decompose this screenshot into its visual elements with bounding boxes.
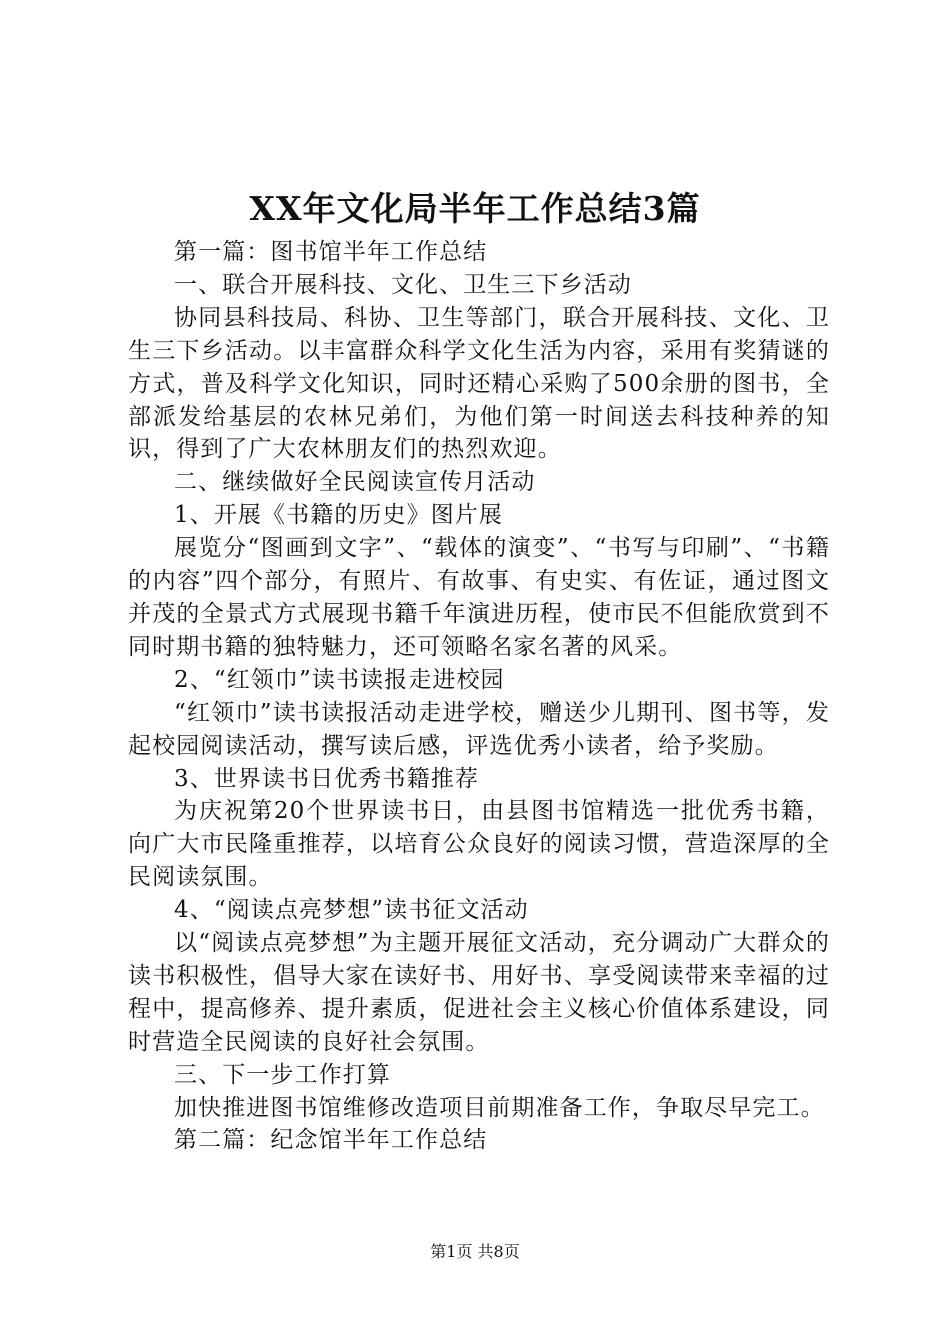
subsection-heading-2: 2、“红领巾”读书读报走进校园 <box>174 666 505 693</box>
page-footer: 第1页 共8页 <box>430 1242 520 1261</box>
document-title: XX年文化局半年工作总结3篇 <box>249 189 701 228</box>
body-paragraph: 协同县科技局、科协、卫生等部门，联合开展科技、文化、卫生三下乡活动。以丰富群众科学文化生活为内容，采用有奖猜谜的方式，普及科学文化知识，同时还精心采购了500余册的图书，全部派发给基层的农林兄弟们，为他们第一时间送去科技种养的知识，得到了广大农林朋友们的热烈欢迎。 <box>128 304 830 463</box>
subsection-heading-3: 3、世界读书日优秀书籍推荐 <box>174 765 479 792</box>
section-heading-part-one: 第一篇：图书馆半年工作总结 <box>174 239 488 265</box>
subsection-heading-4: 4、“阅读点亮梦想”读书征文活动 <box>174 897 529 924</box>
body-paragraph: 为庆祝第20个世界读书日，由县图书馆精选一批优秀书籍，向广大市民隆重推荐，以培育公众良好的阅读习惯，营造深厚的全民阅读氛围。 <box>128 798 830 891</box>
section-heading-part-two: 第二篇：纪念馆半年工作总结 <box>174 1127 488 1154</box>
body-paragraph: 展览分“图画到文字”、“载体的演变”、“书写与印刷”、“书籍的内容”四个部分，有照片、有故事、有史实、有佐证，通过图文并茂的全景式方式展现书籍千年演进历程，使市民不但能欣赏到不同时期书籍的独特魅力，还可领略名家名著的风采。 <box>128 535 830 660</box>
section-heading-one: 一、联合开展科技、文化、卫生三下乡活动 <box>174 271 632 298</box>
body-paragraph: 加快推进图书馆维修改造项目前期准备工作，争取尽早完工。 <box>174 1094 825 1121</box>
subsection-heading-1: 1、开展《书籍的历史》图片展 <box>174 502 504 529</box>
section-heading-two: 二、继续做好全民阅读宣传月活动 <box>174 469 536 496</box>
section-heading-three: 三、下一步工作打算 <box>174 1061 391 1088</box>
body-paragraph: 以“阅读点亮梦想”为主题开展征文活动，充分调动广大群众的读书积极性，倡导大家在读好书、用好书、享受阅读带来幸福的过程中，提高修养、提升素质，促进社会主义核心价值体系建设，同时营造全民阅读的良好社会氛围。 <box>128 930 830 1055</box>
document-body <box>128 236 830 1157</box>
body-paragraph: “红领巾”读书读报活动走进学校，赠送少儿期刊、图书等，发起校园阅读活动，撰写读后感，评选优秀小读者，给予奖励。 <box>128 699 830 759</box>
